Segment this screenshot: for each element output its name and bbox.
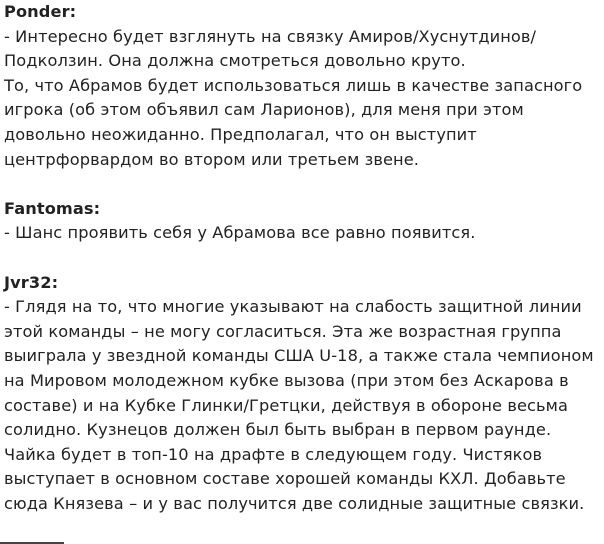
comment-text: - Глядя на то, что многие указывают на слабость защитной линии этой команды – не могу согласиться. Эта же возрастная группа выиграла у звездной команды США U-18, а также стала чемпионом на Мировом молодежном кубке вызова (при этом без Аскарова в составе) и на Кубке Глинки/Гретцки, действуя в обороне весьма солидно. Кузнецов должен был быть выбран в первом раунде. Чайка будет в топ-10 на драфте в следующем году. Чистяков выступает в основном составе хорошей команды КХЛ. Добавьте сюда Князева – и у вас получится две солидные защитные связки.	[4, 297, 594, 513]
comment-text: - Шанс проявить себя у Абрамова все равно появится.	[4, 223, 476, 243]
comment-text: То, что Абрамов будет использоваться лишь в качестве запасного игрока (об этом объявил сам Ларионов), для меня при этом довольно неожиданно. Предполагал, что он выступит центрфорвардом во втором или третьем звене.	[4, 75, 583, 169]
comment-fantomas	[4, 197, 600, 246]
comment-author: Fantomas:	[4, 198, 101, 218]
comments-thread	[4, 0, 600, 516]
comment-text: - Интересно будет взглянуть на связку Амиров/Хуснутдинов/ Подколзин. Она должна смотреться довольно круто.	[4, 26, 537, 71]
comment-ponder	[4, 0, 600, 172]
comment-author: Ponder:	[4, 2, 77, 21]
comment-author: Jvr32:	[4, 272, 59, 292]
comment-jvr32	[4, 271, 600, 517]
